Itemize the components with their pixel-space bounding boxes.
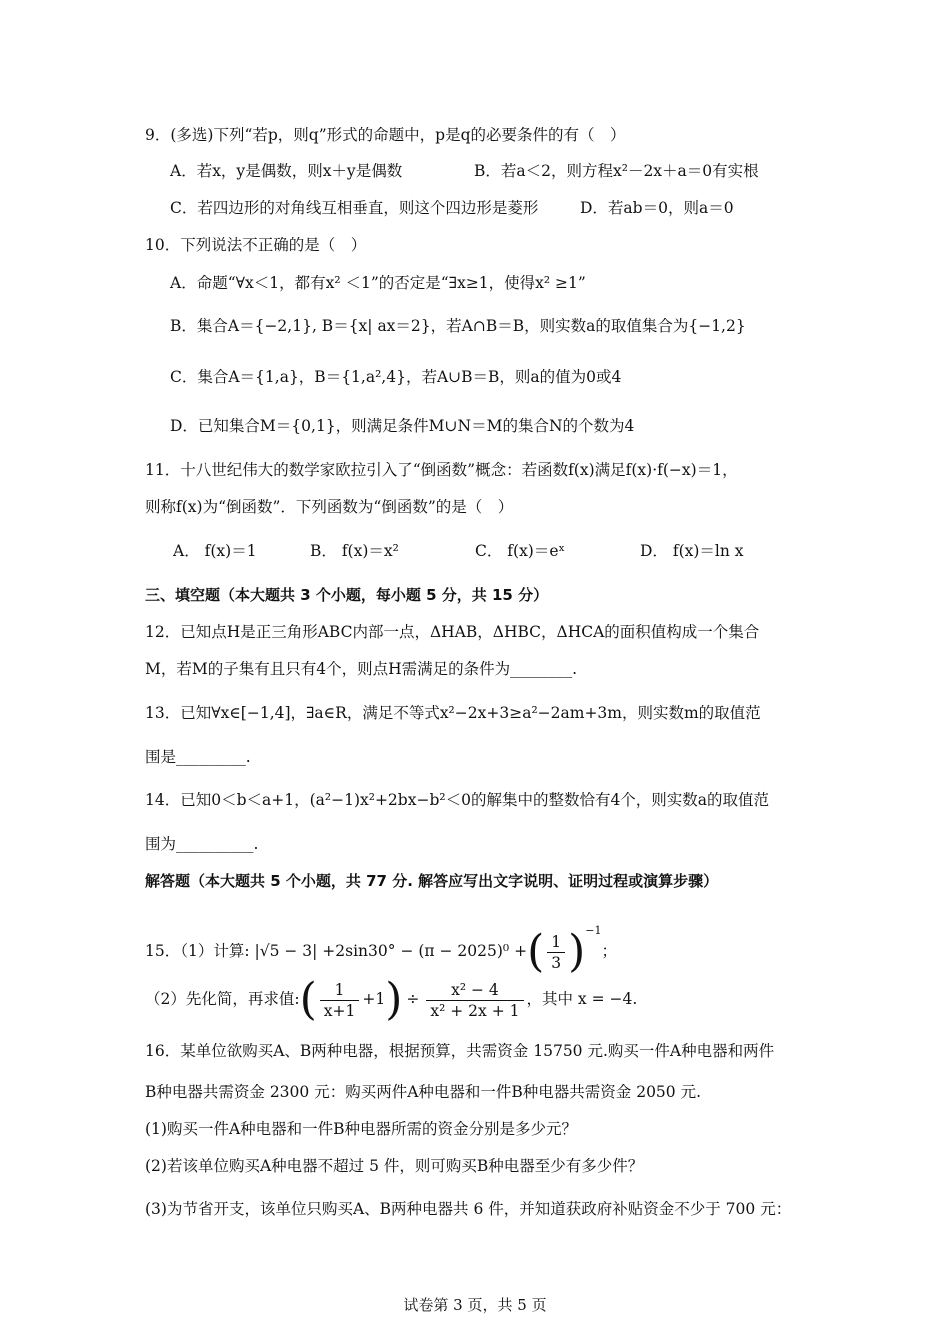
q15-part1-prefix: 15．（1）计算: |√5 − 3| +2sin30° − (π − 2025)⁰ + xyxy=(145,942,528,960)
q15-part1-fraction xyxy=(547,932,565,973)
q15-part2-frac2-den: x² + 2x + 1 xyxy=(430,1001,520,1020)
q12-line1: 12．已知点H是正三角形ABC内部一点，ΔHAB，ΔHBC，ΔHCA的面积值构成一个集合 xyxy=(145,623,760,641)
q9-stem: 9．(多选)下列“若p，则q”形式的命题中，p是q的必要条件的有（ ） xyxy=(145,126,626,144)
q15-part2-fraction2 xyxy=(426,980,523,1021)
q14-line2: 围为__________. xyxy=(145,835,259,853)
q11-option-a: A． f(x)＝1 xyxy=(173,542,257,560)
q15-part1 xyxy=(145,906,617,976)
q16-part3: (3)为节省开支，该单位只购买A、B两种电器共 6 件，并知道获政府补贴资金不少于 700 元： xyxy=(145,1200,792,1218)
q15-part2-right-paren: ) xyxy=(385,974,403,1025)
q11-line1: 11．十八世纪伟大的数学家欧拉引入了“倒函数”概念：若函数f(x)满足f(x)·f(−x)＝1， xyxy=(145,461,738,479)
q11-option-b: B． f(x)＝x² xyxy=(310,542,399,560)
q10-option-b: B．集合A＝{−2,1}, B＝{x| ax＝2}，若A∩B＝B，则实数a的取值集合为{−1,2} xyxy=(170,317,746,335)
q10-option-c: C．集合A＝{1,a}，B＝{1,a²,4}，若A∪B＝B，则a的值为0或4 xyxy=(170,368,622,386)
q10-option-a: A．命题“∀x＜1，都有x² ＜1”的否定是“∃x≥1，使得x² ≥1” xyxy=(170,274,586,292)
section-fill-in-heading: 三、填空题（本大题共 3 个小题，每小题 5 分，共 15 分） xyxy=(145,586,549,604)
q9-option-a: A．若x，y是偶数，则x＋y是偶数 xyxy=(170,162,403,180)
q15-part2-frac2-num: x² − 4 xyxy=(426,980,523,1001)
q13-line1: 13．已知∀x∈[−1,4]，∃a∈R，满足不等式x²−2x+3≥a²−2am+3m，则实数m的取值范 xyxy=(145,704,761,722)
q16-part2: (2)若该单位购买A种电器不超过 5 件，则可购买B种电器至少有多少件？ xyxy=(145,1157,644,1175)
q15-part2-frac1-num: 1 xyxy=(320,980,360,1001)
q15-part2 xyxy=(145,974,637,1024)
q9-option-b: B．若a＜2，则方程x²－2x＋a＝0有实根 xyxy=(474,162,759,180)
q15-left-paren: ( xyxy=(527,926,545,977)
q15-part2-left-paren: ( xyxy=(299,974,317,1025)
q15-part2-fraction1 xyxy=(320,980,360,1021)
q15-part1-exponent: −1 xyxy=(585,924,602,937)
q15-part2-div: ÷ xyxy=(406,990,420,1008)
q16-line1: 16．某单位欲购买A、B两种电器，根据预算，共需资金 15750 元.购买一件A种电器和两件 xyxy=(145,1042,775,1060)
q15-part2-frac1-den: x+1 xyxy=(323,1001,356,1020)
q15-part1-frac-num: 1 xyxy=(547,932,565,953)
q9-option-d: D．若ab＝0，则a＝0 xyxy=(580,199,734,217)
q12-line2: M，若M的子集有且只有4个，则点H需满足的条件为________. xyxy=(145,660,578,678)
q10-option-d: D．已知集合M＝{0,1}，则满足条件M∪N＝M的集合N的个数为4 xyxy=(170,417,635,435)
q9-option-c: C．若四边形的对角线互相垂直，则这个四边形是菱形 xyxy=(170,199,539,217)
q15-part1-frac-den: 3 xyxy=(551,953,562,972)
q14-line1: 14．已知0＜b＜a+1，(a²−1)x²+2bx−b²＜0的解集中的整数恰有4个，则实数a的取值范 xyxy=(145,791,770,809)
q15-part2-prefix: （2）先化简，再求值: xyxy=(145,990,300,1008)
q10-stem: 10．下列说法不正确的是（ ） xyxy=(145,236,367,254)
q11-line2: 则称f(x)为“倒函数”．下列函数为“倒函数”的是（ ） xyxy=(145,498,514,516)
section-answer-heading: 解答题（本大题共 5 个小题，共 77 分. 解答应写出文字说明、证明过程或演算步骤） xyxy=(145,872,719,890)
q15-part2-suffix: ，其中 x = −4. xyxy=(526,990,638,1008)
q15-part2-plus: +1 xyxy=(362,990,386,1008)
q15-right-paren: ) xyxy=(568,926,586,977)
q16-part1: (1)购买一件A种电器和一件B种电器所需的资金分别是多少元？ xyxy=(145,1120,578,1138)
q13-line2: 围是_________. xyxy=(145,748,251,766)
page-footer: 试卷第 3 页，共 5 页 xyxy=(403,1296,547,1314)
q16-line2: B种电器共需资金 2300 元：购买两件A种电器和一件B种电器共需资金 2050 元. xyxy=(145,1083,702,1101)
q11-option-d: D． f(x)＝ln x xyxy=(640,542,744,560)
q11-option-c: C． f(x)＝eˣ xyxy=(475,542,566,560)
q15-part1-suffix: ； xyxy=(601,942,618,960)
